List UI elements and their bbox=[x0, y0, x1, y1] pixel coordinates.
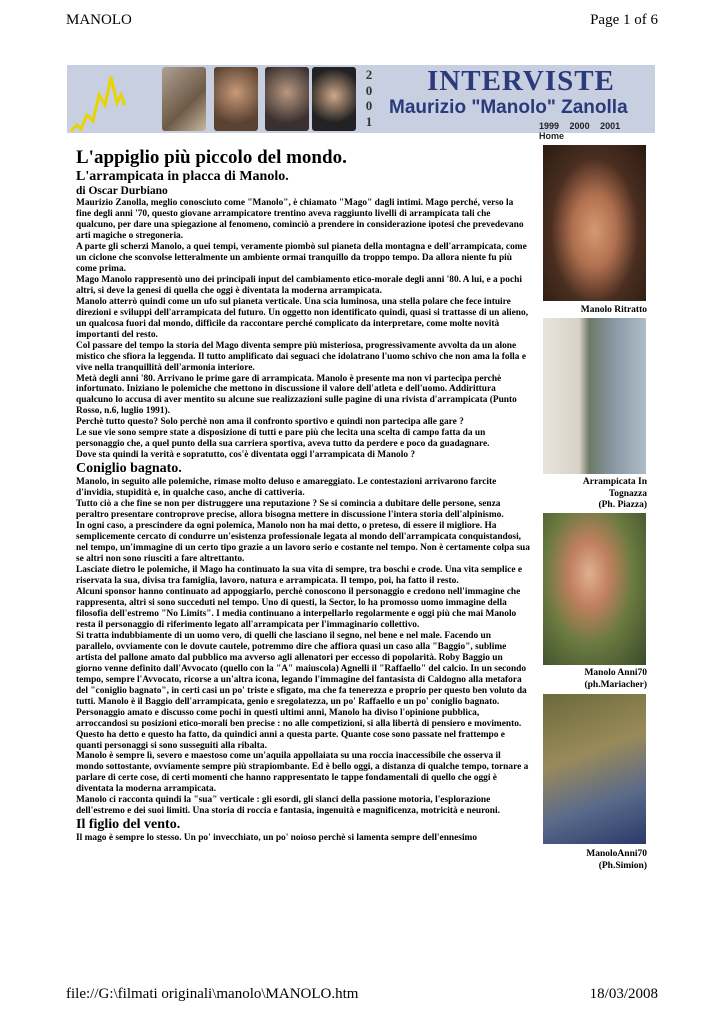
paragraph: In ogni caso, a prescindere da ogni polemica, Manolo non ha mai detto, o preteso, di essere il migliore. Ha semplicemente cercato di condurre un'esistenza professionale legata al mondo dell'arrampicata conquistandosi, nel tempo, un'immagine di un certo tipo grazie a un lavoro serio e costante nel tempo. Non è certamente colpa sua se altri non sono riusciti a fare altrettanto. bbox=[76, 521, 530, 565]
caption: ManoloAnni70 (Ph.Simion) bbox=[586, 849, 647, 871]
sidebar-figure-3 bbox=[543, 513, 647, 691]
paragraph: Manolo è sempre lì, severo e maestoso come un'aquila appollaiata su una roccia inaccessibile che osserva il mondo sottostante, ovviamente sempre più strapiombante. Ed è bello oggi, a distanza di qualche tempo, tornare a parlare di certe cose, di certi momenti che hanno rappresentato le tappe fondamentali di quello che oggi è diventata la moderna arrampicata. bbox=[76, 751, 529, 795]
print-footer-path: file://G:\filmati originali\manolo\MANOLO.htm bbox=[66, 986, 359, 1002]
print-header-page: Page 1 of 6 bbox=[590, 12, 658, 28]
climber-photo-2 bbox=[214, 67, 258, 131]
article bbox=[76, 147, 530, 844]
nav-link-home[interactable]: Home bbox=[539, 131, 565, 141]
paragraph: Manolo atterrò quindi come un ufo sul pianeta verticale. Una scia luminosa, una stella polare che fece intuire direzioni e sviluppi dell'arrampicata del futuro. Un oggetto non identificato quindi, quasi si trattasse di un alieno, un qualcosa fuori dal mondo, difficile da raccontare perché complicato da interpretare, come molte novità importanti del resto. bbox=[76, 296, 529, 340]
section-2-title: Coniglio bagnato. bbox=[76, 461, 182, 477]
section-2 bbox=[76, 477, 530, 817]
article-title: L'appiglio più piccolo del mondo. bbox=[76, 147, 347, 168]
paragraph: Metà degli anni '80. Arrivano le prime gare di arrampicata. Manolo è presente ma non vi partecipa perchè infortunato. Iniziano le polemiche che mettono in discussione il valore dell'atleta e dell'uomo. Addirittura qualcuno lo accusa di aver mentito su alcune sue realizzazioni sulle pagine di una rivista d'arrampicata (Punto Rosso, n.6, luglio 1991). bbox=[76, 373, 517, 417]
section-3-title: Il figlio del vento. bbox=[76, 817, 181, 833]
banner-subtitle: Maurizio "Manolo" Zanolla bbox=[389, 97, 628, 118]
climber-anni70-photo bbox=[543, 513, 646, 665]
climber-photo-3 bbox=[265, 67, 309, 131]
climbing-photo bbox=[543, 318, 646, 474]
paragraph: Si tratta indubbiamente di un uomo vero, di quelli che lasciano il segno, nel bene e nel male. Facendo un parallelo, ovviamente con le dovute cautele, potremmo dire che affiora quasi un caso alla "Baggio", sublime artista del pallone amato dal pubblico ma avverso agli allenatori per eccesso di popolarità. Roby Baggio un giorno venne definito dall'Avvocato (quello con la "A" maiuscola) Agnelli il "Raffaello" del calcio. In un secondo tempo, sempre l'Avvocato, ricorse a un'altra icona, legando l'immagine del fantasista di Caldogno alla metafora del "coniglio bagnato", in certi casi un po' triste e sfigato, ma che fa tenerezza e proprio per questo ben voluto da tutti. Manolo è il Baggio dell'arrampicata, genio e sregolatezza, un po' Raffaello e un po' coniglio bagnato. bbox=[76, 630, 527, 707]
nav-link-2001[interactable]: 2001 bbox=[600, 121, 621, 131]
paragraph: Col passare del tempo la storia del Mago diventa sempre più misteriosa, progressivamente avvolta da un alone mistico che sfiora la leggenda. Il tutto amplificato dai seguaci che idolatrano l'uomo schivo che non ama la folla e vive nella tranquillità dell'armonia interiore. bbox=[76, 340, 526, 373]
caption: Arrampicata In Tognazza (Ph. Piazza) bbox=[582, 477, 647, 510]
portrait-photo bbox=[543, 145, 646, 301]
paragraph: Perchè tutto questo? Solo perchè non ama il confronto sportivo e quindi non partecipa alle gare ? bbox=[76, 417, 464, 428]
climber-photo-1 bbox=[162, 67, 206, 131]
paragraph: Mago Manolo rappresentò uno dei principali input del cambiamento etico-morale degli anni '80. A lui, e a pochi altri, si deve la genesi di quella che oggi è diventata la moderna arrampicata. bbox=[76, 274, 522, 296]
article-subtitle: L'arrampicata in placca di Manolo. bbox=[76, 169, 289, 184]
sidebar-figure-2 bbox=[543, 318, 647, 512]
paragraph: Personaggio amato e discusso come pochi in questi ultimi anni, Manolo ha diviso l'opinione pubblica, arroccandosi su posizioni etico-morali ben precise : no alle competizioni, si alla libertà di pensiero e movimento. Questo ha detto e questo ha fatto, da quindici anni a questa parte. Quante cose sono passate nel frattempo e quanti personaggi si sono susseguiti alla ribalta. bbox=[76, 707, 522, 751]
banner-years: 2 0 0 1 bbox=[365, 67, 373, 129]
paragraph: A parte gli scherzi Manolo, a quei tempi, veramente piombò sul pianeta della montagna e dell'arrampicata, come un ciclone che sconvolse letteralmente un ambiente ormai tranquillo da troppo tempo. Da allora niente fu più come prima. bbox=[76, 241, 527, 274]
print-footer-date: 18/03/2008 bbox=[589, 986, 658, 1002]
interviste-banner bbox=[67, 65, 655, 141]
paragraph: Alcuni sponsor hanno continuato ad appoggiarlo, perchè conoscono il personaggio e credono nell'immagine che rappresenta, altri si sono succeduti nel tempo. Uno di questi, la Sector, lo ha promosso uomo immagine della filosofia dell'estremo "No Limits". I media continuano a interpellarlo regolarmente e oggi più che mai Manolo resta il personaggio di riferimento legato all'arrampicata per l'immaginario collettivo. bbox=[76, 586, 521, 630]
paragraph: Manolo, in seguito alle polemiche, rimase molto deluso e amareggiato. Le contestazioni arrivarono farcite d'invidia, stupidità e, in qualche caso, anche di cattiveria. bbox=[76, 477, 497, 499]
section-1 bbox=[76, 198, 530, 461]
paragraph: Il mago è sempre lo stesso. Un po' invecchiato, un po' noioso perchè si lamenta sempre dell'ennesimo bbox=[76, 833, 478, 844]
sidebar-figure-1 bbox=[543, 145, 647, 317]
nav-link-2000[interactable]: 2000 bbox=[569, 121, 590, 131]
climber-photo-4 bbox=[312, 67, 356, 131]
nav-link-1999[interactable]: 1999 bbox=[539, 121, 560, 131]
paragraph: Le sue vie sono sempre state a disposizione di tutti e pare più che lecita una scelta di campo fatta da un personaggio che, a quel punto della sua carriera sportiva, aveva tutto da perdere e poco da guadagnare. bbox=[76, 428, 490, 450]
article-author: di Oscar Durbiano bbox=[76, 185, 168, 197]
caption: Manolo Ritratto bbox=[580, 305, 647, 315]
paragraph: Tutto ciò a che fine se non per distruggere una reputazione ? Se si comincia a dubitare delle persone, senza peraltro presentare controprove precise, allora bisogna mettere in discussione l'intera storia dell'alpinismo. bbox=[76, 499, 504, 521]
section-3 bbox=[76, 833, 530, 844]
banner-nav bbox=[539, 121, 655, 141]
banner-title: INTERVISTE bbox=[427, 65, 615, 97]
paragraph: Lasciate dietro le polemiche, il Mago ha continuato la sua vita di sempre, tra boschi e crode. Una vita semplice e riservata la sua, divisa tra famiglia, lavoro, natura e arrampicata. Il tempo, poi, ha fatto il resto. bbox=[76, 565, 523, 586]
paragraph: Manolo ci racconta quindi la "sua" verticale : gli esordi, gli slanci della passione motoria, l'esplorazione dell'estremo e dei suoi limiti. Una storia di roccia e fantasia, ingenuità e magnificenza, motricità e neuroni. bbox=[76, 795, 500, 817]
caption: Manolo Anni70 (ph.Mariacher) bbox=[584, 668, 647, 690]
sidebar-figure-4 bbox=[543, 694, 647, 872]
spike-graphic bbox=[67, 65, 125, 133]
print-header-title: MANOLO bbox=[66, 12, 132, 28]
climber-anni70-photo-2 bbox=[543, 694, 646, 844]
paragraph: Maurizio Zanolla, meglio conosciuto come "Manolo", è chiamato "Mago" dagli intimi. Mago perché, verso la fine degli anni '70, questo giovane arrampicatore trentino aveva raggiunto livelli di arrampicata tali che qualcuno, per dare una spiegazione al fenomeno, cominciò a prendere in considerazione ipotesi che prevedevano arti magiche o stregoneria. bbox=[76, 198, 524, 241]
paragraph: Dove sta quindi la verità e sopratutto, cos'è diventata oggi l'arrampicata di Manolo ? bbox=[76, 450, 416, 461]
